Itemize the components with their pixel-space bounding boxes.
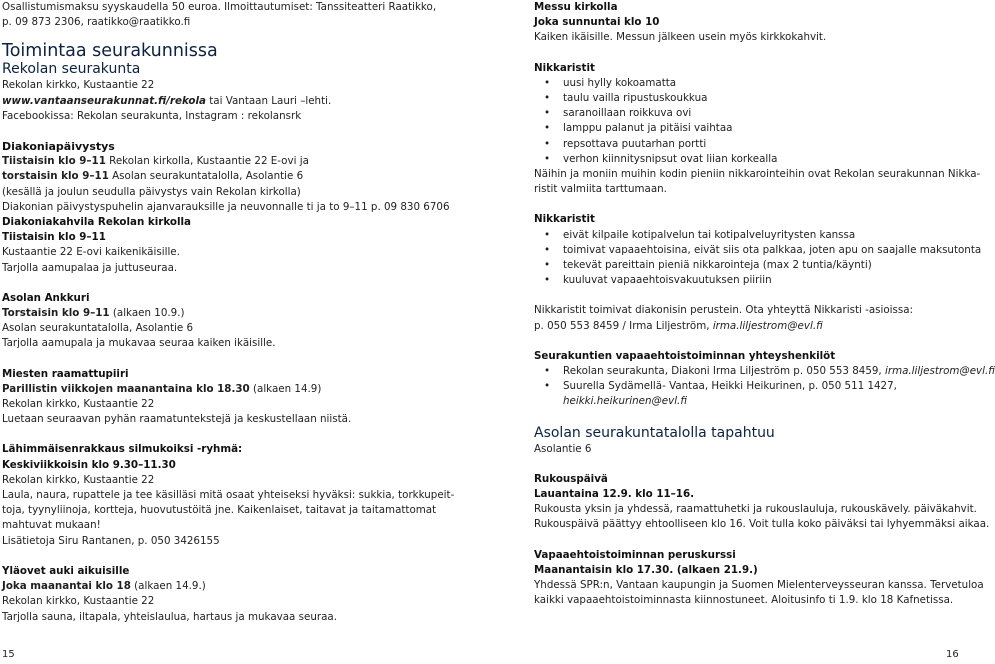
- messu-description: Kaiken ikäisille. Messun jälkeen usein myös kirkkokahvit.: [534, 31, 827, 44]
- nikkaristit-task-list: [534, 76, 959, 167]
- rukouspaiva-description: Rukousta yksin ja yhdessä, raamattuhetki ja rukouslauluja, rukouskävely. päiväkahvit.: [534, 503, 977, 516]
- list-item: • repsottava puutarhan portti: [534, 137, 959, 152]
- email-link[interactable]: irma.liljestrom@evl.fi: [884, 365, 995, 378]
- intro-line: Osallistumismaksu syyskaudella 50 euroa. Ilmoittautumiset: Tanssiteatteri Raatikko,: [2, 1, 437, 13]
- asola-heading: Asolan seurakuntatalolla tapahtuu: [534, 424, 775, 441]
- asola-address: Asolantie 6: [534, 442, 592, 455]
- messu-title: Messu kirkolla: [534, 1, 618, 13]
- nikkaristit-info: Nikkaristit toimivat diakonisin perustein. Ota yhteyttä Nikkaristi -asioissa:: [534, 304, 914, 317]
- website-line: www.vantaanseurakunnat.fi/rekola tai Vantaan Lauri –lehti.: [2, 94, 332, 107]
- lahimmaisen-description: toja, tyynyliinoja, kortteja, huovutustöitä jne. Kaikenlaiset, taitavat ja taitamattomat: [2, 504, 437, 517]
- diakonia-tuesday: Tiistaisin klo 9–11 Rekolan kirkolla, Kustaantie 22 E-ovi ja: [2, 155, 309, 168]
- page-number-right: 16: [946, 649, 959, 660]
- kahvila-address: Kustaantie 22 E-ovi kaikenikäisille.: [2, 246, 180, 259]
- nikkaristit-rules-list: [534, 228, 982, 289]
- ylaovet-description: Tarjolla sauna, iltapala, yhteislaulua, hartaus ja mukavaa seuraa.: [2, 610, 337, 623]
- nikkaristit-contact: p. 050 553 8459 / Irma Liljeström, irma.liljestrom@evl.fi: [534, 319, 823, 332]
- page-number-left: 15: [2, 649, 15, 660]
- diakonia-phone: Diakonian päivystyspuhelin ajanvarauksille ja neuvonnalle ti ja to 9–11 p. 09 830 6706: [2, 200, 450, 213]
- peruskurssi-description: Yhdessä SPR:n, Vantaan kaupungin ja Suomen Mielenterveysseuran kanssa. Tervetuloa: [534, 579, 984, 592]
- ylaovet-time: Joka maanantai klo 18 (alkaen 14.9.): [2, 580, 206, 593]
- nikkaristit-title-2: Nikkaristit: [534, 213, 595, 226]
- diakonia-title: Diakoniapäivystys: [2, 140, 115, 154]
- ylaovet-address: Rekolan kirkko, Kustaantie 22: [2, 595, 155, 608]
- miesten-time: Parillistin viikkojen maanantaina klo 18.30 (alkaen 14.9): [2, 382, 322, 395]
- social-media-line: Facebookissa: Rekolan seurakunta, Instagram : rekolansrk: [2, 109, 302, 122]
- diakonia-note: (kesällä ja joulun seudulla päivystys vain Rekolan kirkolla): [2, 185, 301, 198]
- list-item: • verhon kiinnitysnipsut ovat liian korkealla: [534, 152, 959, 167]
- lahimmaisen-address: Rekolan kirkko, Kustaantie 22: [2, 473, 155, 486]
- list-item: • saranoillaan roikkuva ovi: [534, 106, 959, 121]
- rukouspaiva-title: Rukouspäivä: [534, 472, 608, 485]
- email-link[interactable]: irma.liljestrom@evl.fi: [712, 319, 823, 332]
- right-page-column: [534, 0, 995, 609]
- ankkuri-description: Tarjolla aamupala ja mukavaa seuraa kaiken ikäisille.: [2, 337, 276, 350]
- ankkuri-time: Torstaisin klo 9–11 (alkaen 10.9.): [2, 307, 185, 320]
- website-link[interactable]: www.vantaanseurakunnat.fi/rekola: [2, 94, 206, 107]
- list-item: • Rekolan seurakunta, Diakoni Irma Liljeström p. 050 553 8459, irma.liljestrom@evl.fi: [534, 364, 959, 379]
- peruskurssi-title: Vapaaehtoistoiminnan peruskurssi: [534, 548, 736, 561]
- ankkuri-title: Asolan Ankkuri: [2, 291, 90, 304]
- miesten-address: Rekolan kirkko, Kustaantie 22: [2, 398, 155, 411]
- messu-time: Joka sunnuntai klo 10: [534, 16, 660, 29]
- contacts-title: Seurakuntien vapaaehtoistoiminnan yhteyshenkilöt: [534, 349, 836, 362]
- contacts-list: [534, 364, 995, 394]
- intro-line: p. 09 873 2306, raatikko@raatikko.fi: [2, 16, 191, 29]
- peruskurssi-description: kaikki vapaaehtoistoiminnasta kiinnostuneet. Aloitusinfo ti 1.9. klo 18 Kafnetissa.: [534, 594, 954, 607]
- nikkaristit-summary: Näihin ja moniin muihin kodin pieniin nikkarointeihin ovat Rekolan seurakunnan Nikka-: [534, 168, 981, 181]
- list-item: • Suurella Sydämellä- Vantaa, Heikki Heikurinen, p. 050 511 1427,: [534, 379, 959, 394]
- diakonia-thursday: torstaisin klo 9–11 Asolan seurakuntatalolla, Asolantie 6: [2, 170, 304, 183]
- miesten-description: Luetaan seuraavan pyhän raamatuntekstejä ja keskustellaan niistä.: [2, 413, 352, 426]
- left-page-column: [2, 0, 455, 625]
- kahvila-time: Tiistaisin klo 9–11: [2, 231, 106, 244]
- lahimmaisen-time: Keskiviikkoisin klo 9.30–11.30: [2, 458, 176, 471]
- email-link[interactable]: heikki.heikurinen@evl.fi: [563, 395, 687, 408]
- peruskurssi-time: Maanantaisin klo 17.30. (alkaen 21.9.): [534, 563, 758, 576]
- ylaovet-title: Yläovet auki aikuisille: [2, 564, 130, 577]
- lahimmaisen-title: Lähimmäisenrakkaus silmukoiksi -ryhmä:: [2, 443, 243, 456]
- lahimmaisen-description: Laula, naura, rupattele ja tee käsilläsi mitä osaat yhteiseksi hyväksi: sukkia, torkkupeit-: [2, 489, 455, 502]
- ankkuri-place: Asolan seurakuntatalolla, Asolantie 6: [2, 322, 194, 335]
- list-item: • kuuluvat vapaaehtoisvakuutuksen piiriin: [534, 273, 959, 288]
- church-address: Rekolan kirkko, Kustaantie 22: [2, 79, 155, 92]
- list-item: • taulu vailla ripustuskoukkua: [534, 91, 959, 106]
- kahvila-title: Diakoniakahvila Rekolan kirkolla: [2, 216, 191, 229]
- list-item: • toimivat vapaaehtoisina, eivät siis ota palkkaa, joten apu on saajalle maksutonta: [534, 243, 959, 258]
- miesten-title: Miesten raamattupiiri: [2, 367, 129, 380]
- kahvila-description: Tarjolla aamupalaa ja juttuseuraa.: [2, 261, 178, 274]
- list-item: • uusi hylly kokoamatta: [534, 76, 959, 91]
- section-heading: Toimintaa seurakunnissa: [2, 41, 218, 62]
- nikkaristit-title: Nikkaristit: [534, 61, 595, 74]
- list-item: • tekevät pareittain pieniä nikkarointeja (max 2 tuntia/käynti): [534, 258, 959, 273]
- list-item: • lamppu palanut ja pitäisi vaihtaa: [534, 121, 959, 136]
- lahimmaisen-info: Lisätietoja Siru Rantanen, p. 050 3426155: [2, 534, 220, 547]
- lahimmaisen-description: mahtuvat mukaan!: [2, 519, 101, 532]
- list-item: • eivät kilpaile kotipalvelun tai kotipalveluyritysten kanssa: [534, 228, 959, 243]
- parish-subheading: Rekolan seurakunta: [2, 61, 141, 78]
- nikkaristit-summary: ristit valmiita tarttumaan.: [534, 183, 667, 196]
- rukouspaiva-time: Lauantaina 12.9. klo 11–16.: [534, 488, 695, 501]
- rukouspaiva-description: Rukouspäivä päättyy ehtoolliseen klo 16. Voit tulla koko päiväksi tai lyhyemmäksi aikaa.: [534, 518, 990, 531]
